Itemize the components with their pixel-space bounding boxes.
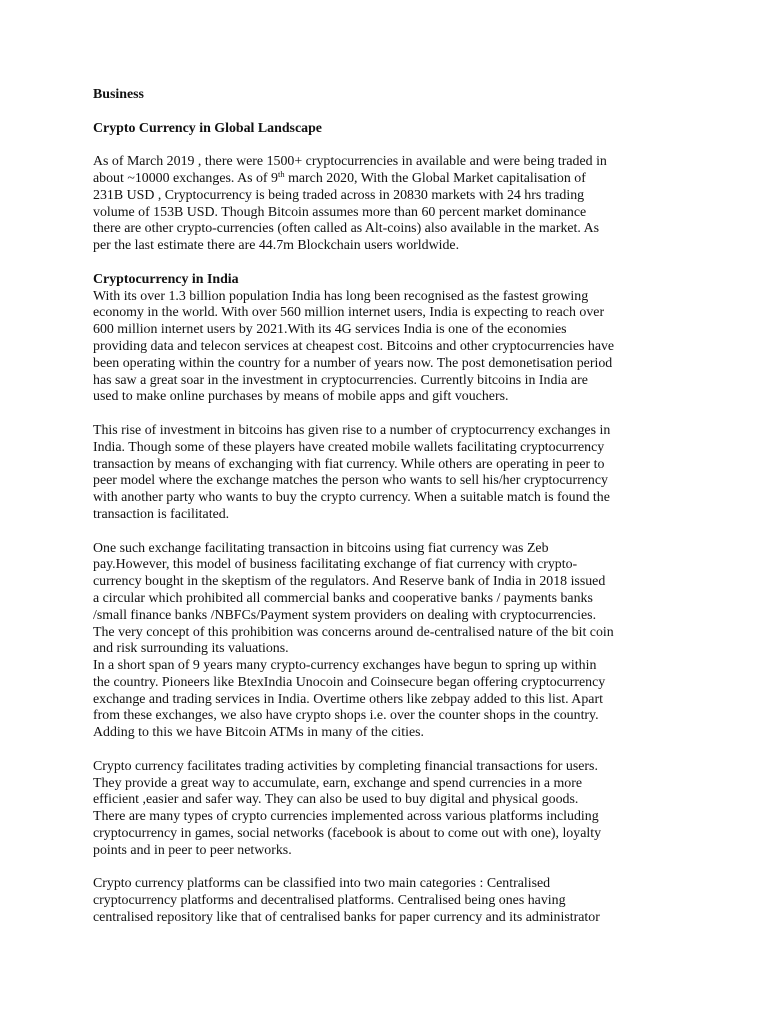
text-line: The very concept of this prohibition was concerns around de-centralised nature of the bit coin [93,624,614,640]
text-line: In a short span of 9 years many crypto-currency exchanges have begun to spring up within [93,658,597,674]
paragraph-global-landscape [93,154,677,255]
text-line: cryptocurrency platforms and decentralised platforms. Centralised being ones having [93,893,566,909]
text-line: They provide a great way to accumulate, earn, exchange and spend currencies in a more [93,775,583,791]
spacer [93,524,677,541]
text-line: One such exchange facilitating transaction in bitcoins using fiat currency was Zeb [93,540,549,556]
text-line: has saw a great soar in the investment in cryptocurrencies. Currently bitcoins in India are [93,372,588,388]
text-line [93,168,677,188]
paragraph-regulation [93,541,677,743]
text-line: 600 million internet users by 2021.With its 4G services India is one of the economies [93,322,567,338]
text-line: from these exchanges, we also have crypto shops i.e. over the counter shops in the country. [93,708,599,724]
paragraph-india [93,289,677,407]
text-line: transaction is facilitated. [93,506,230,522]
text-line: per the last estimate there are 44.7m Blockchain users worldwide. [93,238,460,254]
text-line: centralised repository like that of centralised banks for paper currency and its administrator [93,910,600,926]
text-line: Crypto currency facilitates trading activities by completing financial transactions for users. [93,758,598,774]
text-line: a circular which prohibited all commercial banks and cooperative banks / payments banks [93,590,593,606]
text-line: Crypto currency platforms can be classified into two main categories : Centralised [93,876,551,892]
text-line: points and in peer to peer networks. [93,842,292,858]
text-line: currency bought in the skeptism of the regulators. And Reserve bank of India in 2018 issued [93,574,606,590]
text-line: efficient ,easier and safer way. They can also be used to buy digital and physical goods. [93,792,579,808]
text-line: been operating within the country for a number of years now. The post demonetisation period [93,355,613,371]
text-line: /small finance banks /NBFCs/Payment system providers on dealing with cryptocurrencies. [93,607,597,623]
text-line: This rise of investment in bitcoins has given rise to a number of cryptocurrency exchanges in [93,422,611,438]
section-label: Business [93,87,144,102]
spacer [93,255,677,272]
document-page [93,87,677,927]
text-line: India. Though some of these players have created mobile wallets facilitating cryptocurrency [93,439,605,455]
text-line: transaction by means of exchanging with fiat currency. While others are operating in peer to [93,456,605,472]
spacer [93,860,677,877]
text-line: As of March 2019 , there were 1500+ cryptocurrencies in available and were being traded in [93,154,607,170]
text-line: and risk surrounding its valuations. [93,641,289,657]
spacer [93,137,677,154]
text-line: pay.However, this model of business facilitating exchange of fiat currency with crypto- [93,557,578,573]
text-line: there are other crypto-currencies (often called as Alt-coins) also available in the market. As [93,221,600,237]
paragraph-exchanges [93,423,677,524]
text-line: cryptocurrency in games, social networks (facebook is about to come out with one), loyalty [93,826,602,842]
document-title: Crypto Currency in Global Landscape [93,120,322,136]
text-line: with another party who wants to buy the crypto currency. When a suitable match is found the [93,490,610,506]
spacer [93,406,677,423]
text-line: economy in the world. With over 560 million internet users, India is expecting to reach over [93,305,605,321]
paragraph-platforms [93,876,677,926]
text-span: march 2020, With the Global Market capitalisation of [284,170,586,186]
spacer [93,742,677,759]
text-line: providing data and telecon services at cheapest cost. Bitcoins and other cryptocurrencies have [93,338,615,354]
text-line: the country. Pioneers like BtexIndia Unocoin and Coinsecure began offering cryptocurrency [93,674,606,690]
text-line: 231B USD , Cryptocurrency is being traded across in 20830 markets with 24 hrs trading [93,187,585,203]
paragraph-trading [93,759,677,860]
text-line: Adding to this we have Bitcoin ATMs in many of the cities. [93,725,425,741]
text-line: There are many types of crypto currencies implemented across various platforms including [93,809,599,825]
text-line: used to make online purchases by means of mobile apps and gift vouchers. [93,389,509,405]
text-span: about ~10000 exchanges. As of 9 [93,170,278,186]
superscript: th [277,168,285,179]
text-line: volume of 153B USD. Though Bitcoin assumes more than 60 percent market dominance [93,204,587,220]
section-heading: Cryptocurrency in India [93,271,239,287]
text-line: peer model where the exchange matches the person who wants to sell his/her cryptocurrency [93,473,608,489]
text-line: With its over 1.3 billion population India has long been recognised as the fastest growing [93,288,589,304]
text-line: exchange and trading services in India. Overtime others like zebpay added to this list. Apart [93,691,603,707]
